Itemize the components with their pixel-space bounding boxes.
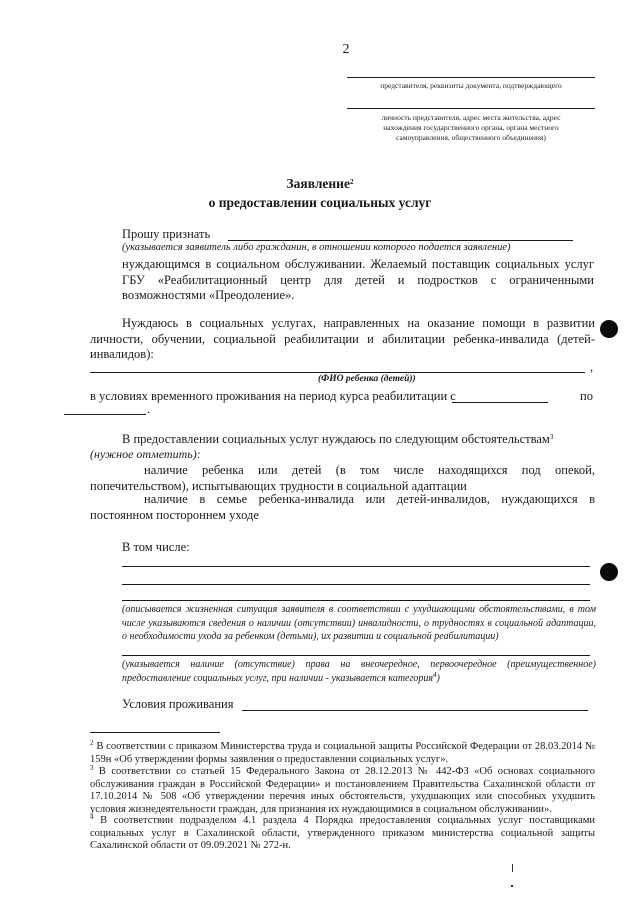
including-label: В том числе:	[122, 540, 190, 554]
footnote-3-mark: 3	[90, 764, 94, 772]
option-1[interactable]: наличие ребенка или детей (в том числе находящихся под опекой, попечительством), испытывающих трудности в социальной адаптации	[90, 463, 595, 493]
child-name-line[interactable]	[90, 372, 585, 373]
title-sup: 2	[349, 178, 354, 186]
including-note-2-end: )	[436, 672, 440, 684]
circumstances-text	[90, 432, 595, 448]
footnote-4	[90, 815, 595, 853]
fio-label: (ФИО ребенка (детей))	[318, 374, 416, 384]
footnote-3-text: В соответствии со статьей 15 Федерального Закона от 28.12.2013 № 442-ФЗ «Об основах социального обслуживания граждан в Российской Федерации» и постановлением Правительства Сахалинской области от 17.10.2014 № 508 «Об утверждении перечня иных обстоятельств, ухудшающих или способных ухудшить условия жизнедеятельности граждан, для признания их нуждающимися в социальном обслуживании».	[90, 766, 596, 815]
option-2[interactable]: наличие в семье ребенка-инвалида или детей-инвалидов, нуждающихся в постоянном постороннем уходе	[90, 492, 595, 522]
period-to: по	[580, 389, 593, 403]
circumstances-sup: 3	[549, 433, 554, 441]
including-line-4[interactable]	[122, 655, 590, 656]
hole-punch-2	[600, 563, 618, 581]
rep-label: представителя, реквизиты документа, подтверждающего	[380, 81, 562, 90]
footnote-separator	[90, 732, 220, 733]
footnote-2	[90, 741, 595, 766]
circumstances-main: В предоставлении социальных услуг нуждаюсь по следующим обстоятельствам	[122, 432, 550, 446]
request-prompt: Прошу признать	[122, 227, 211, 241]
including-line-3[interactable]	[122, 600, 590, 601]
rep-line-1	[347, 77, 595, 78]
including-note-2	[122, 658, 596, 685]
scan-speck-1	[512, 864, 513, 872]
rep-details-3: самоуправления, общественного объединения)	[396, 133, 546, 142]
including-note-1: (описывается жизненная ситуация заявителя в соответствии с ухудшающими обстоятельствами, в том числе указываются сведения о наличии (отсутствии) инвалидности, о трудностях в социальной адаптации, о необходимости ухода за ребенком (детьми), их развитии и социальной реабилитации)	[122, 604, 596, 642]
including-line-1[interactable]	[122, 566, 590, 567]
scan-speck-2	[511, 885, 513, 887]
including-line-2[interactable]	[122, 584, 590, 585]
living-label: Условия проживания	[122, 697, 234, 711]
request-note: (указывается заявитель либо гражданин, в отношении которого подается заявление)	[122, 242, 511, 253]
request-text: нуждающимся в социальном обслуживании. Желаемый поставщик социальных услуг ГБУ «Реабилитационный центр для детей и подростков с ограниченными возможностями «Преодоление».	[122, 257, 594, 302]
child-name-comma: ,	[590, 360, 594, 374]
document-title	[150, 176, 490, 192]
title-main: Заявление	[286, 176, 350, 191]
request-line[interactable]	[228, 240, 573, 241]
footnote-4-text: В соответствии подразделом 4.1 раздела 4 Порядка предоставления социальных услуг поставщиками социальных услуг в Сахалинской области, утвержденного приказом министерства социальной защиты Сахалинской области от 09.09.2021 № 272-н.	[90, 815, 595, 851]
living-line[interactable]	[242, 710, 588, 711]
including-note-2-text: (указывается наличие (отсутствие) права на внеочередное, первоочередное (преимущественное) предоставление социальных услуг, при наличии - указывается категория	[122, 659, 596, 684]
needs-text: Нуждаюсь в социальных услугах, направленных на оказание помощи в развитии личности, обучении, социальной реабилитации и абилитации ребенка-инвалида (детей-инвалидов):	[90, 316, 595, 361]
period-end-line[interactable]	[64, 414, 146, 415]
document-subtitle: о предоставлении социальных услуг	[208, 195, 432, 210]
period-end-dot: .	[147, 402, 151, 416]
footnote-2-text: В соответствии с приказом Министерства труда и социальной защиты Российской Федерации от 28.03.2014 № 159н «Об утверждении формы заявления о предоставлении социальных услуг».	[90, 741, 595, 765]
rep-line-2	[347, 108, 595, 109]
circumstances-note: (нужное отметить):	[90, 447, 201, 461]
including-note-2-sup: 4	[433, 670, 437, 679]
rep-details-1: личность представителя, адрес места жительства, адрес	[381, 113, 561, 122]
footnote-3	[90, 766, 595, 816]
hole-punch-1	[600, 320, 618, 338]
period-start-line[interactable]	[452, 402, 548, 403]
period-text: в условиях временного проживания на период курса реабилитации с	[90, 389, 456, 403]
page-number: 2	[342, 42, 350, 57]
footnote-2-mark: 2	[90, 739, 94, 747]
rep-details-2: нахождения государственного органа, органа местного	[383, 123, 559, 132]
footnote-4-mark: 4	[90, 813, 94, 821]
